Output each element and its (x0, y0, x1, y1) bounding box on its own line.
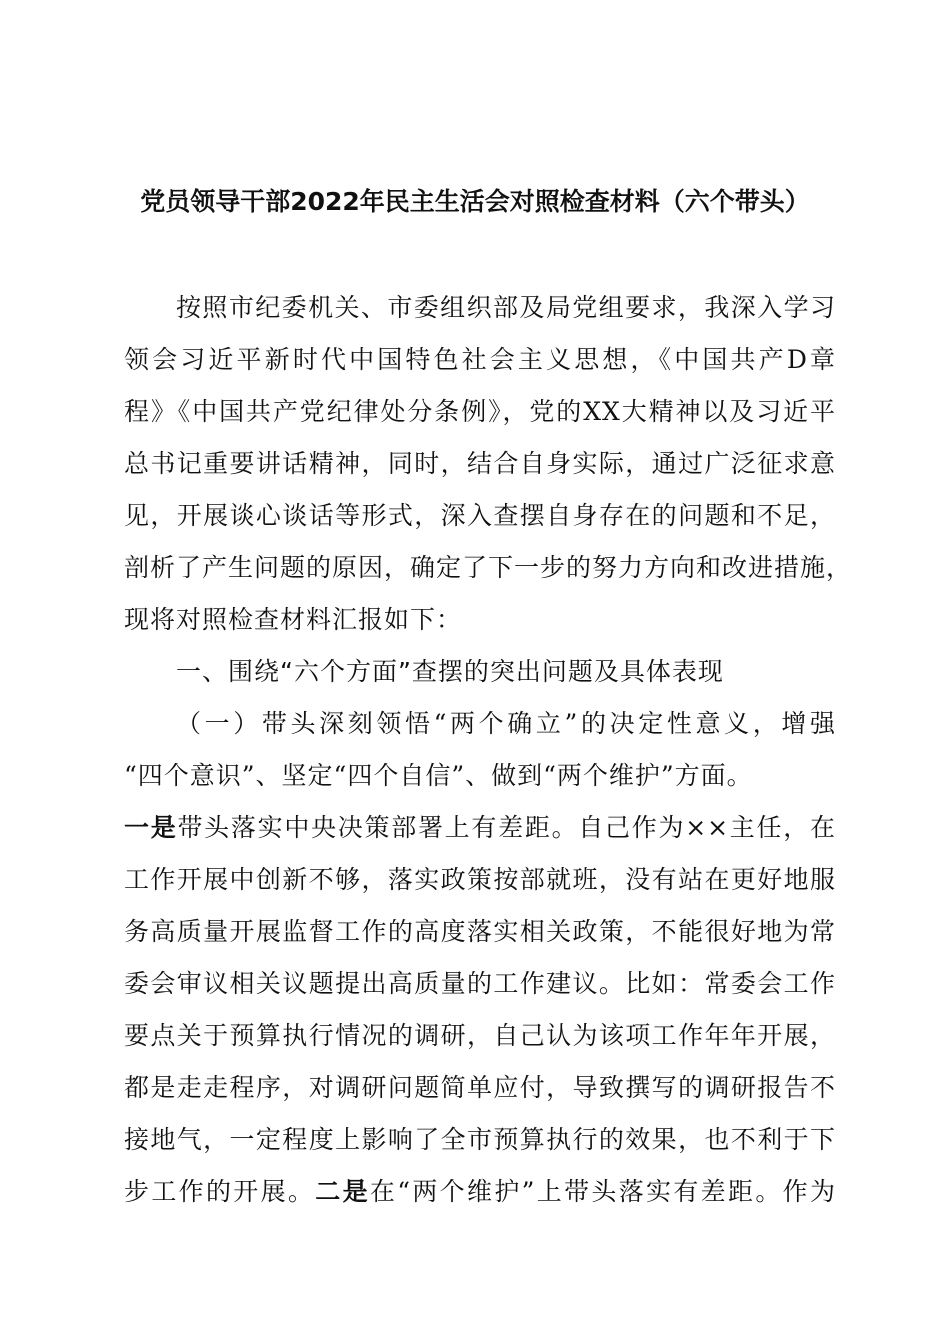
point-one-line: 工作开展中创新不够，落实政策按部就班，没有站在更好地服 (124, 865, 836, 894)
point-one-line (124, 802, 836, 854)
intro-line: 现将对照检查材料汇报如下： (124, 605, 463, 634)
intro-line: 领会习近平新时代中国特色社会主义思想，《中国共产D章 (124, 345, 836, 374)
point-one-line: 都是走走程序，对调研问题简单应付，导致撰写的调研报告不 (124, 1073, 836, 1102)
point-one-end: 步工作的开展。 (124, 1177, 316, 1206)
intro-line: 程》《中国共产党纪律处分条例》，党的XX大精神以及习近平 (124, 397, 836, 426)
subsection-line: “四个意识”、坚定“四个自信”、做到“两个维护”方面。 (124, 761, 753, 790)
point-two-label: 二是 (315, 1177, 370, 1206)
intro-line: 剖析了产生问题的原因，确定了下一步的努力方向和改进措施， (124, 553, 853, 582)
point-one-line: 务高质量开展监督工作的高度落实相关政策，不能很好地为常 (124, 917, 836, 946)
document-body (124, 282, 853, 1218)
document-title: 党员领导干部2022年民主生活会对照检查材料（六个带头） (140, 187, 810, 216)
point-two-line (124, 1166, 836, 1218)
subsection-line: （一）带头深刻领悟“两个确立”的决定性意义，增强 (176, 709, 836, 738)
point-one-line: 委会审议相关议题提出高质量的工作建议。比如：常委会工作 (124, 969, 836, 998)
point-one-line: 要点关于预算执行情况的调研，自己认为该项工作年年开展， (124, 1021, 836, 1050)
point-two-text: 在“两个维护”上带头落实有差距。作为 (369, 1177, 836, 1206)
point-one-line: 接地气，一定程度上影响了全市预算执行的效果，也不利于下 (124, 1125, 836, 1154)
intro-line: 见，开展谈心谈话等形式，深入查摆自身存在的问题和不足， (124, 501, 836, 530)
point-one-label: 一是 (124, 813, 178, 842)
section-heading: 一、围绕“六个方面”查摆的突出问题及具体表现 (176, 657, 724, 686)
intro-line: 按照市纪委机关、市委组织部及局党组要求，我深入学习 (176, 293, 836, 322)
intro-line: 总书记重要讲话精神，同时，结合自身实际，通过广泛征求意 (124, 449, 836, 478)
point-one-text: 带头落实中央决策部署上有差距。自己作为××主任，在 (177, 813, 836, 842)
